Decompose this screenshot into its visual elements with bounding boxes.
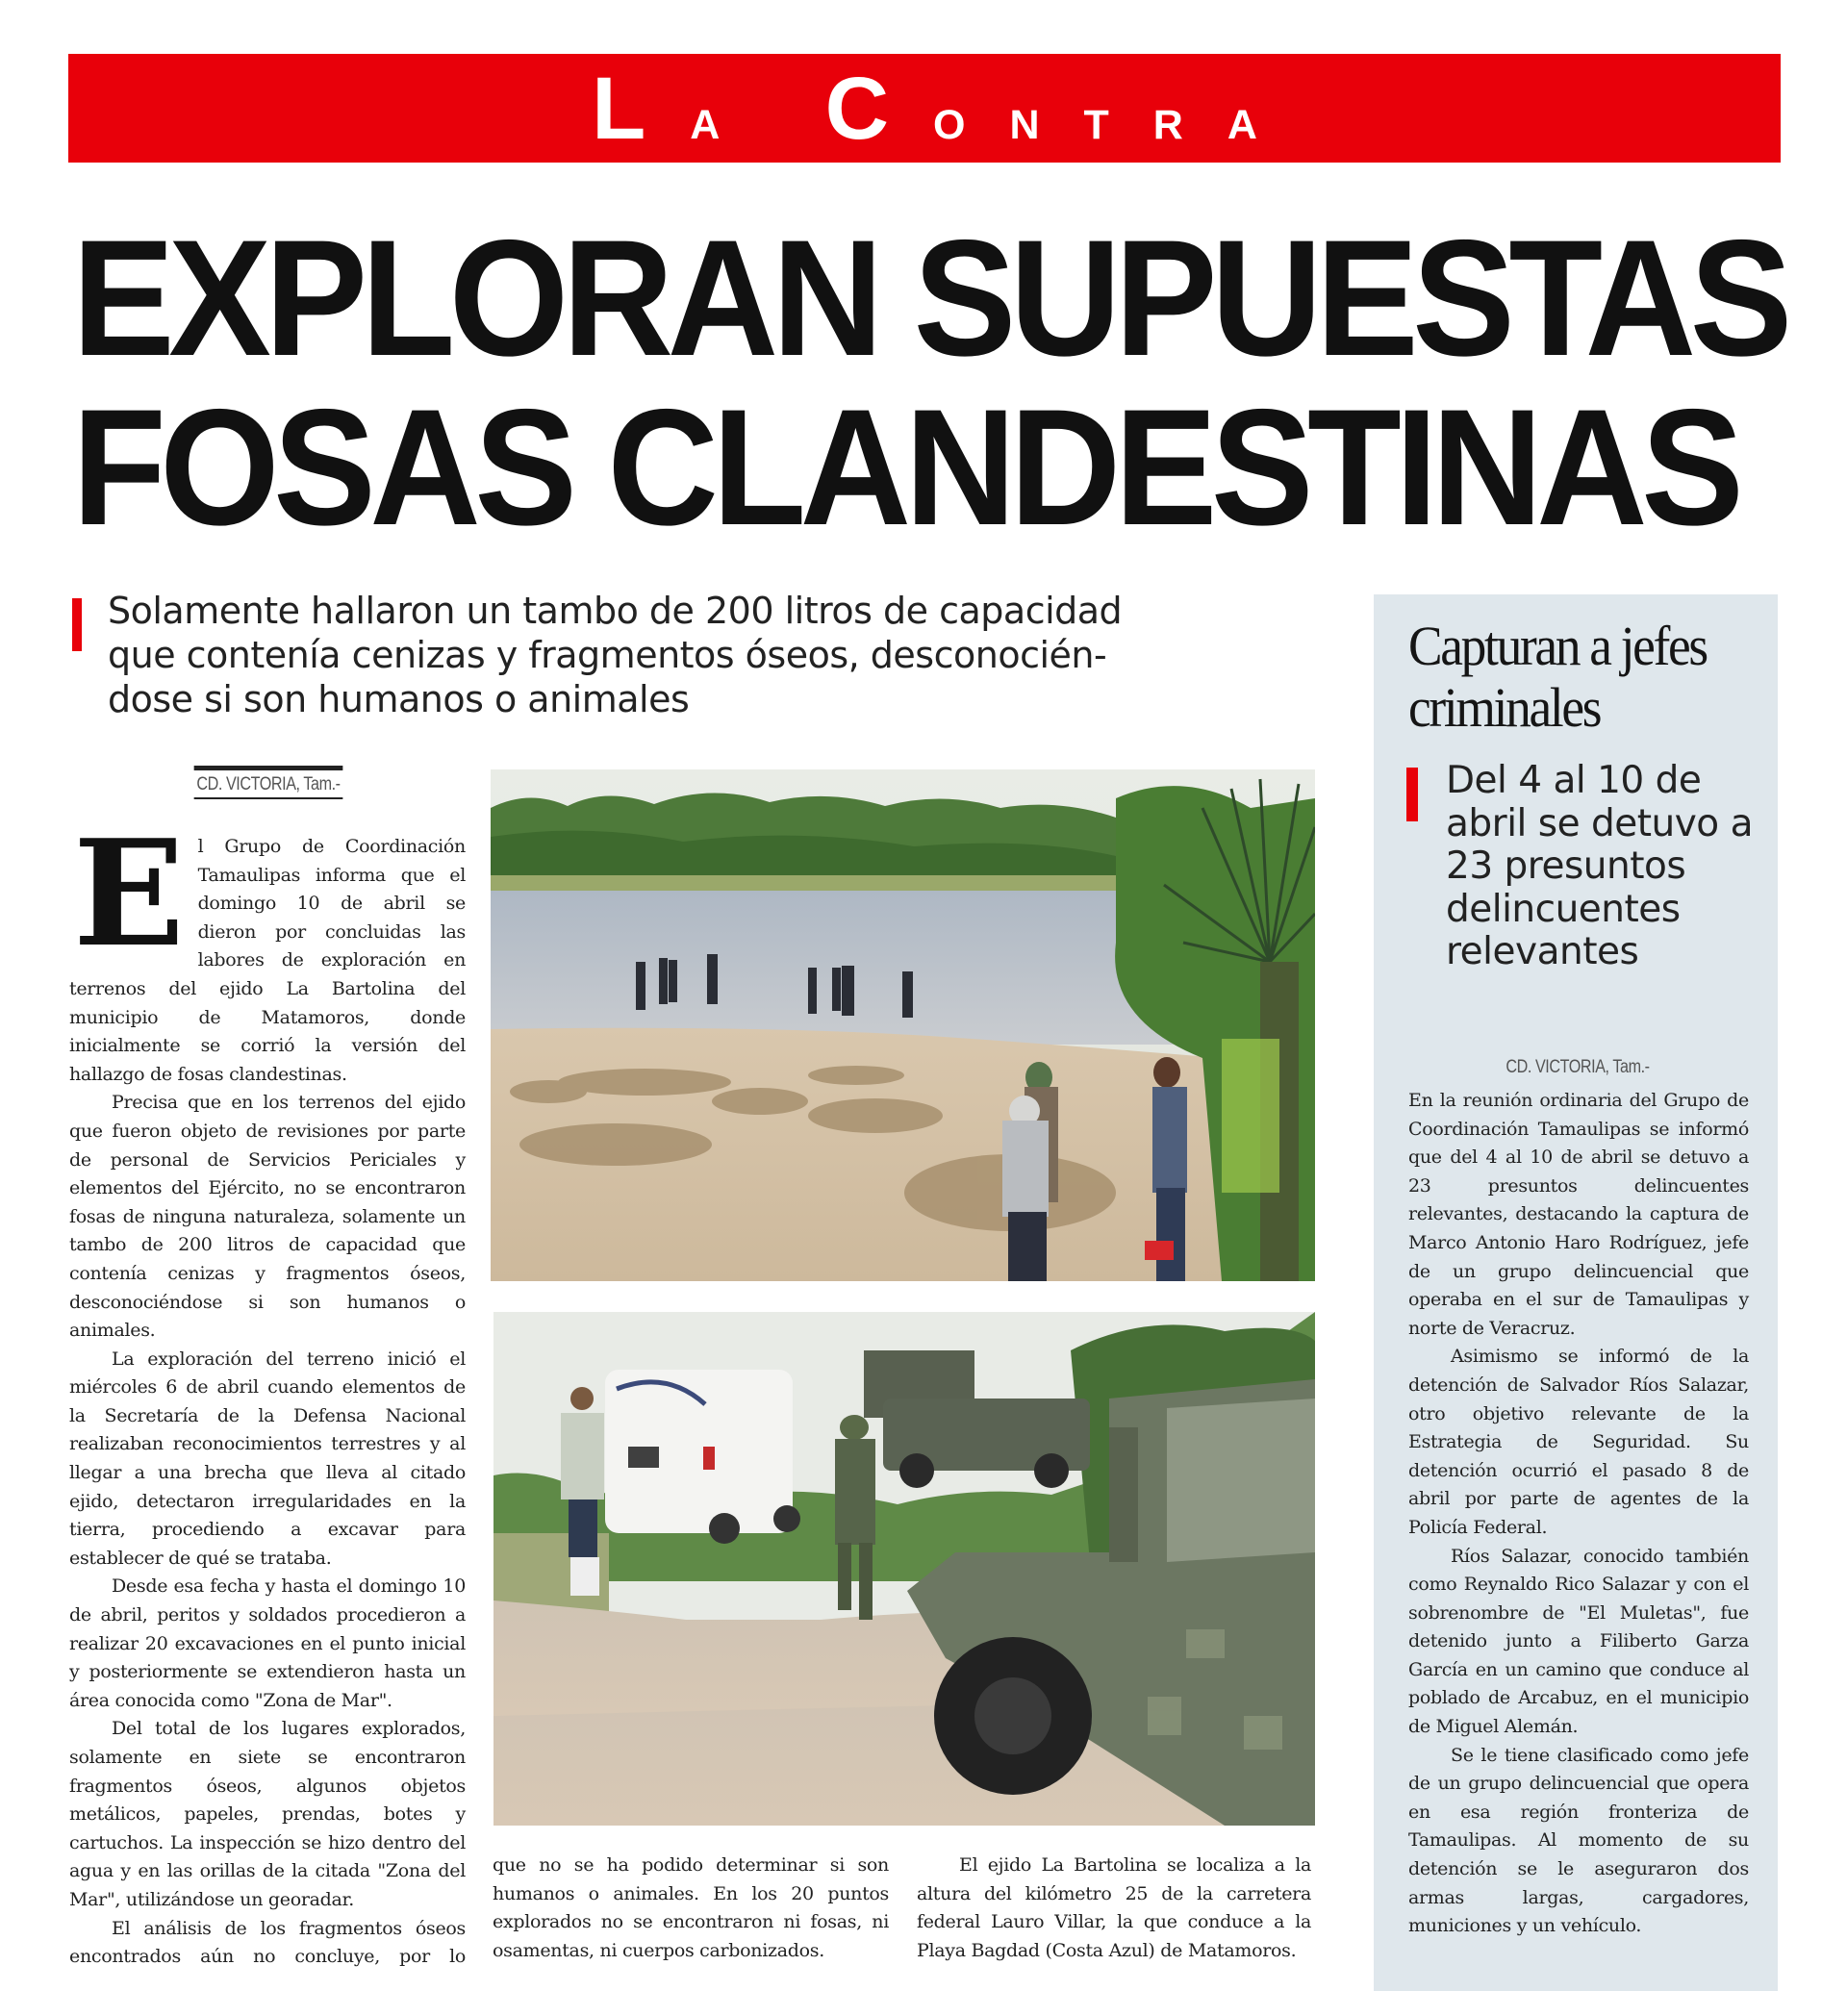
article-column-2 bbox=[493, 1852, 889, 1965]
military-vehicles-photo bbox=[493, 1312, 1315, 1826]
deck-line-1: Solamente hallaron un tambo de 200 litros de capacidad bbox=[108, 590, 1123, 632]
article-paragraph: Precisa que en los terrenos del ejido que fueron objeto de revisiones por parte de personal de Servicios Periciales y elementos del Ejército, no se encontraron fosas de ninguna naturaleza, solamente un tambo de 200 litros de capacidad que contenía cenizas y fragmentos óseos, desconociéndose si son humanos o animales. bbox=[69, 1092, 466, 1342]
sidebar-deck: Del 4 al 10 de abril se detuvo a 23 presuntos delincuentes relevantes bbox=[1446, 759, 1753, 973]
headline-line-1: EXPLORAN SUPUESTAS bbox=[72, 206, 1786, 391]
article-paragraph: El ejido La Bartolina se localiza a la altura del kilómetro 25 de la carretera federal Lauro Villar, la que conduce a la Playa Bagdad (Costa Azul) de Matamoros. bbox=[917, 1854, 1311, 1961]
deck bbox=[108, 589, 1310, 721]
sidebar-dateline: CD. VICTORIA, Tam.- bbox=[1505, 1057, 1650, 1077]
sidebar-paragraph: En la reunión ordinaria del Grupo de Coordinación Tamaulipas se informó que del 4 al 10 de abril se detuvo a 23 presuntos delincuentes relevantes, destacando la captura de Marco Antonio Haro Rodríguez, jefe de un grupo delincuencial que operaba en el sur de Tamaulipas y norte de Veracruz. bbox=[1408, 1090, 1749, 1339]
article-paragraph: Desde esa fecha y hasta el domingo 10 de abril, peritos y soldados procedieron a realizar 20 excavaciones en el punto inicial y posteriormente se extendieron hasta un área conocida como "Zona de Mar". bbox=[69, 1575, 466, 1711]
section-banner bbox=[68, 54, 1781, 163]
article-column-1 bbox=[69, 807, 466, 1972]
article-paragraph: que no se ha podido determinar si son humanos o animales. En los 20 puntos explorados no se encontraron ni fosas, ni osamentas, ni cuerpos carbonizados. bbox=[493, 1854, 889, 1961]
drop-cap: E bbox=[73, 807, 185, 979]
sidebar-deck-accent-bar bbox=[1406, 768, 1418, 821]
sidebar-title: Capturan a jefes criminales bbox=[1408, 615, 1707, 739]
sidebar-paragraph: Ríos Salazar, conocido también como Reynaldo Rico Salazar y con el sobrenombre de "El Muletas", fue detenido junto a Filiberto Garza García en un camino que conduce al poblado de Arcabuz, en el municipio de Miguel Alemán. bbox=[1408, 1545, 1749, 1738]
sidebar-paragraph: Se le tiene clasificado como jefe de un grupo delincuencial que opera en esa región fronteriza de Tamaulipas. Al momento de su detención se le aseguraron dos armas largas, cargadores, municiones y un vehículo. bbox=[1408, 1744, 1749, 1937]
article-paragraph: La exploración del terreno inició el miércoles 6 de abril cuando elementos de la Secretaría de la Defensa Nacional realizaban reconocimientos terrestres y al llegar a una brecha que lleva al citado ejido, detectaron irregularidades en la tierra, procediendo a excavar para establecer de qué se trataba. bbox=[69, 1348, 466, 1569]
sidebar-paragraph: Asimismo se informó de la detención de Salvador Ríos Salazar, otro objetivo relevante de la Estrategia de Seguridad. Su detención ocurrió el pasado 8 de abril por parte de agentes de la Policía Federal. bbox=[1408, 1346, 1749, 1538]
article-paragraph: Del total de los lugares explorados, solamente en siete se encontraron fragmentos óseos, algunos objetos metálicos, papeles, prendas, botes y cartuchos. La inspección se hizo dentro del agua y en las orillas de la citada "Zona del Mar", utilizándose un georadar. bbox=[69, 1718, 466, 1910]
headline-line-2: FOSAS CLANDESTINAS bbox=[72, 375, 1738, 560]
deck-line-3: dose si son humanos o animales bbox=[108, 678, 690, 720]
headline bbox=[72, 206, 1786, 560]
sidebar-article bbox=[1408, 1087, 1749, 1941]
article-paragraph: El análisis de los fragmentos óseos encontrados aún no concluye, por lo bbox=[69, 1917, 466, 1968]
section-label: La Contra bbox=[592, 59, 1302, 158]
deck-accent-bar bbox=[72, 598, 82, 651]
lakeshore-excavation-photo bbox=[491, 769, 1315, 1281]
deck-line-2: que contenía cenizas y fragmentos óseos, desconocién- bbox=[108, 634, 1107, 676]
article-paragraph: El Grupo de Coordinación Tamaulipas informa que el domingo 10 de abril se dieron por concluidas las labores de exploración en terrenos del ejido La Bartolina del municipio de Matamoros, donde inicialmente se corrió la versión del hallazgo de fosas clandestinas. bbox=[69, 807, 466, 1085]
article-column-3 bbox=[917, 1852, 1311, 1965]
dateline: CD. VICTORIA, Tam.- bbox=[194, 766, 343, 799]
